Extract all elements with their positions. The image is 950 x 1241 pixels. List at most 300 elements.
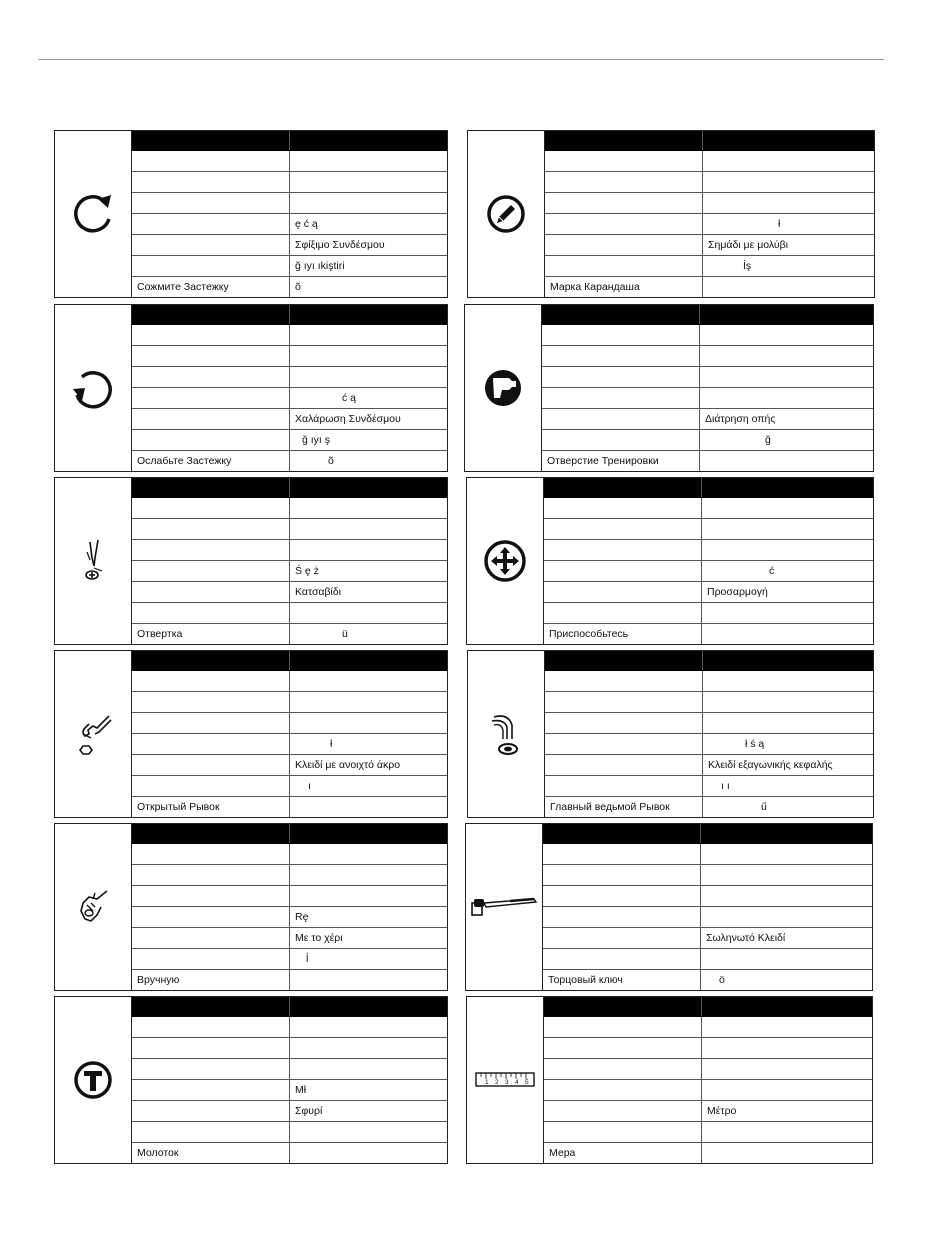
table-cell-label: [132, 603, 290, 624]
table-row: [545, 713, 873, 734]
table-cell-value: [703, 671, 874, 692]
table-cell-label: [543, 949, 701, 970]
table-cell-value: [701, 824, 873, 844]
tool-card-drill: [464, 304, 874, 472]
table-row: [542, 367, 873, 388]
table-row: [544, 1143, 872, 1164]
table-cell-label: [545, 713, 703, 734]
table-cell-label: [132, 692, 290, 713]
table-cell-label: [544, 1059, 702, 1080]
table-cell-value: [290, 1017, 448, 1038]
table-row: [132, 235, 447, 256]
open-end-wrench-icon: [55, 651, 132, 817]
table-header-row: [543, 824, 872, 844]
table-cell-value: [703, 692, 874, 713]
table-row: [544, 582, 873, 603]
table-cell-value: [702, 478, 874, 498]
table-cell-label: [543, 928, 701, 949]
table-cell-label: [132, 172, 290, 193]
table-row: [132, 713, 447, 734]
table-cell-value: [701, 844, 873, 865]
table-cell-value: [703, 151, 875, 172]
table-cell-label: [132, 755, 290, 776]
table-cell-value: [290, 519, 448, 540]
table-cell-value: Κλειδί με ανοιχτό άκρο: [290, 755, 448, 776]
table-row: [545, 172, 874, 193]
table-cell-label: [132, 1017, 290, 1038]
tool-table: [544, 997, 872, 1163]
table-cell-value: Με το χέρι: [290, 928, 448, 949]
table-row: [132, 1122, 447, 1143]
table-cell-label: [544, 540, 702, 561]
table-cell-label: [132, 886, 290, 907]
table-row: [544, 1122, 872, 1143]
table-row: [542, 430, 873, 451]
table-cell-value: ĺ: [290, 949, 448, 970]
table-header-row: [132, 131, 447, 151]
table-cell-label: [132, 1059, 290, 1080]
table-cell-label: [132, 734, 290, 755]
table-row: [544, 540, 873, 561]
table-cell-value: Σφυρί: [290, 1101, 448, 1122]
table-cell-label: [132, 193, 290, 214]
table-row: [542, 451, 873, 472]
table-row: [545, 256, 874, 277]
tool-card-screwdriver: [54, 477, 448, 645]
table-row: [132, 561, 447, 582]
table-cell-value: [290, 346, 448, 367]
table-row: [132, 755, 447, 776]
table-header-row: [132, 824, 447, 844]
table-cell-value: [290, 1038, 448, 1059]
table-row: [132, 844, 447, 865]
table-row: [543, 928, 872, 949]
table-row: [132, 970, 447, 991]
table-cell-label: [542, 305, 700, 325]
table-cell-value: Διάτρηση οπής: [700, 409, 874, 430]
table-row: [543, 844, 872, 865]
table-row: [132, 776, 447, 797]
table-cell-label: [132, 367, 290, 388]
table-cell-label: [542, 367, 700, 388]
table-cell-value: [703, 193, 875, 214]
tool-table: [132, 478, 447, 644]
table-cell-label: [132, 561, 290, 582]
table-cell-value: Σφίξιμο Συνδέσμου: [290, 235, 448, 256]
ruler-number: 3: [505, 1079, 509, 1086]
top-rule: [38, 59, 884, 60]
table-header-row: [132, 478, 447, 498]
table-cell-value: ę ć ą: [290, 214, 448, 235]
table-header-row: [542, 305, 873, 325]
ruler-number: 5: [525, 1079, 529, 1086]
hammer-icon: [55, 997, 132, 1163]
table-cell-label: Отверстие Тренировки: [542, 451, 700, 472]
table-cell-label: [132, 582, 290, 603]
table-cell-label: Молоток: [132, 1143, 290, 1164]
table-cell-value: [290, 603, 448, 624]
table-row: [544, 1080, 872, 1101]
table-row: [544, 1059, 872, 1080]
table-cell-value: [702, 1080, 873, 1101]
table-cell-label: [132, 928, 290, 949]
table-cell-label: [544, 1101, 702, 1122]
by-hand-icon: [55, 824, 132, 990]
table-row: [132, 1059, 447, 1080]
tool-card-socket-wrench: [465, 823, 873, 991]
table-row: [132, 671, 447, 692]
table-row: [132, 388, 447, 409]
table-row: [543, 907, 872, 928]
table-cell-value: [702, 498, 874, 519]
tool-table: [132, 131, 447, 297]
table-row: [542, 409, 873, 430]
table-cell-value: Προσαρμογή: [702, 582, 874, 603]
table-header-row: [132, 651, 447, 671]
table-row: [544, 1038, 872, 1059]
table-cell-value: [290, 478, 448, 498]
table-row: [543, 970, 872, 991]
ruler-number: 1: [485, 1079, 489, 1086]
table-cell-value: [703, 277, 875, 298]
table-row: [544, 498, 873, 519]
table-cell-label: [544, 478, 702, 498]
table-row: [132, 797, 447, 818]
table-row: [544, 624, 873, 645]
table-cell-label: [132, 131, 290, 151]
table-cell-label: [132, 1038, 290, 1059]
table-cell-label: [545, 651, 703, 671]
table-cell-value: [700, 451, 874, 472]
table-cell-value: Κλειδί εξαγωνικής κεφαλής: [703, 755, 874, 776]
table-row: [132, 692, 447, 713]
table-cell-label: [132, 949, 290, 970]
tool-card-by-hand: [54, 823, 448, 991]
table-cell-value: [290, 692, 448, 713]
table-cell-value: [290, 970, 448, 991]
table-cell-value: [290, 1122, 448, 1143]
table-header-row: [544, 478, 873, 498]
table-cell-value: ğ ıyı ş: [290, 430, 448, 451]
table-row: [132, 865, 447, 886]
table-row: [132, 451, 447, 472]
table-cell-label: [542, 430, 700, 451]
table-cell-value: [703, 131, 875, 151]
table-cell-label: [132, 865, 290, 886]
table-cell-value: ğ ıyı ıkiştiri: [290, 256, 448, 277]
table-cell-value: ı ı: [703, 776, 874, 797]
table-header-row: [544, 997, 872, 1017]
table-cell-value: Rę: [290, 907, 448, 928]
ruler-number: 2: [495, 1079, 499, 1086]
table-cell-label: [132, 214, 290, 235]
table-cell-label: [544, 1017, 702, 1038]
table-row: [545, 671, 873, 692]
hex-key-icon: [468, 651, 545, 817]
table-cell-value: õ: [295, 280, 301, 293]
table-cell-label: [545, 172, 703, 193]
table-cell-value: [290, 325, 448, 346]
table-row: [132, 409, 447, 430]
table-cell-label: [545, 193, 703, 214]
table-cell-label: Марка Карандаша: [545, 277, 703, 298]
table-row: [132, 949, 447, 970]
table-cell-value: [290, 797, 448, 818]
table-row: [545, 776, 873, 797]
table-cell-value: [702, 1122, 873, 1143]
table-cell-label: [132, 305, 290, 325]
table-cell-value: [290, 1059, 448, 1080]
table-row: [545, 692, 873, 713]
table-cell-value: [700, 388, 874, 409]
table-row: [543, 886, 872, 907]
table-row: [132, 430, 447, 451]
table-cell-label: [132, 430, 290, 451]
tool-card-pencil-mark: [467, 130, 875, 298]
table-cell-value: [290, 865, 448, 886]
table-row: [132, 928, 447, 949]
table-cell-label: [132, 997, 290, 1017]
table-row: [544, 519, 873, 540]
table-row: [132, 1038, 447, 1059]
table-cell-value: [702, 624, 874, 645]
table-header-row: [545, 131, 874, 151]
table-row: [545, 214, 874, 235]
table-row: [132, 582, 447, 603]
table-cell-label: [544, 561, 702, 582]
table-cell-value: [700, 325, 874, 346]
table-cell-label: Отвертка: [132, 624, 290, 645]
tool-card-tighten: [54, 130, 448, 298]
table-cell-value: ğ: [700, 430, 874, 451]
table-cell-label: [132, 651, 290, 671]
table-cell-value: [290, 886, 448, 907]
tool-table: [132, 651, 447, 817]
table-cell-label: [132, 1080, 290, 1101]
tool-card-open-end-wrench: [54, 650, 448, 818]
table-cell-label: [543, 907, 701, 928]
tighten-fastener-icon: [55, 131, 132, 297]
drill-hole-icon: [465, 305, 542, 471]
table-row: [542, 325, 873, 346]
ruler-number: 4: [515, 1079, 519, 1086]
table-cell-value: [290, 997, 448, 1017]
table-cell-value: [290, 844, 448, 865]
table-cell-label: [545, 131, 703, 151]
tool-table: [132, 305, 447, 471]
pencil-mark-icon: [468, 131, 545, 297]
table-cell-label: Торцовый ключ: [543, 970, 701, 991]
table-row: [545, 151, 874, 172]
table-cell-value: [290, 498, 448, 519]
table-cell-value: ł ś ą: [703, 734, 874, 755]
table-cell-label: [544, 498, 702, 519]
table-cell-label: [544, 519, 702, 540]
table-row: [545, 734, 873, 755]
table-cell-label: [545, 235, 703, 256]
table-cell-value: [290, 713, 448, 734]
table-cell-value: Ś ę ż: [290, 561, 448, 582]
table-cell-label: [132, 671, 290, 692]
table-cell-label: [132, 1101, 290, 1122]
table-cell-label: [132, 235, 290, 256]
table-cell-value: [290, 671, 448, 692]
table-cell-value: Σημάδι με μολύβι: [703, 235, 875, 256]
screwdriver-icon: [55, 478, 132, 644]
table-cell-label: [132, 540, 290, 561]
table-row: [543, 949, 872, 970]
table-cell-label: [542, 409, 700, 430]
table-row: [132, 886, 447, 907]
table-row: [542, 388, 873, 409]
table-cell-value: [290, 193, 448, 214]
loosen-fastener-icon: [55, 305, 132, 471]
table-cell-value: [701, 907, 873, 928]
table-cell-value: İş: [703, 256, 875, 277]
table-cell-label: [132, 844, 290, 865]
tool-card-measure: [466, 996, 873, 1164]
tool-card-hammer: [54, 996, 448, 1164]
table-row: [132, 540, 447, 561]
table-row: [132, 498, 447, 519]
table-cell-value: Χαλάρωση Συνδέσμου: [290, 409, 448, 430]
tool-table: [132, 997, 447, 1163]
table-cell-label: [132, 151, 290, 172]
table-cell-value: [701, 949, 873, 970]
table-cell-label: [544, 1080, 702, 1101]
table-cell-value: [290, 305, 448, 325]
table-row: [544, 1017, 872, 1038]
tool-table: [132, 824, 447, 990]
table-cell-value: ü: [342, 627, 348, 640]
table-cell-value: ł: [290, 734, 448, 755]
table-row: [132, 172, 447, 193]
table-cell-value: [290, 131, 448, 151]
table-cell-label: [132, 713, 290, 734]
table-cell-label: [544, 997, 702, 1017]
table-cell-value: [290, 172, 448, 193]
table-cell-label: [543, 844, 701, 865]
table-cell-label: [545, 214, 703, 235]
table-cell-label: [132, 519, 290, 540]
table-cell-label: [542, 325, 700, 346]
table-cell-label: [542, 346, 700, 367]
table-cell-value: [290, 824, 448, 844]
table-cell-value: Σωληνωτό Κλειδί: [701, 928, 873, 949]
table-cell-value: [290, 651, 448, 671]
table-cell-value: ł: [703, 214, 875, 235]
table-cell-value: [290, 151, 448, 172]
table-cell-value: [703, 651, 874, 671]
table-header-row: [132, 305, 447, 325]
table-cell-label: [545, 776, 703, 797]
table-cell-label: Открытый Рывок: [132, 797, 290, 818]
table-cell-label: [544, 1122, 702, 1143]
table-cell-label: [544, 603, 702, 624]
table-row: [132, 256, 447, 277]
tool-table: [545, 651, 873, 817]
tool-card-loosen: [54, 304, 448, 472]
table-cell-label: Приспособьтесь: [544, 624, 702, 645]
table-cell-label: [132, 498, 290, 519]
table-row: [132, 346, 447, 367]
table-cell-value: [701, 865, 873, 886]
table-cell-label: [543, 824, 701, 844]
table-row: [543, 865, 872, 886]
table-cell-value: [702, 1017, 873, 1038]
table-row: [132, 624, 447, 645]
table-row: [545, 797, 873, 818]
table-cell-label: Ослабьте Застежку: [132, 451, 290, 472]
table-cell-value: ć: [702, 561, 874, 582]
table-cell-label: [132, 388, 290, 409]
table-cell-value: [702, 1059, 873, 1080]
table-cell-value: ű: [761, 800, 767, 813]
table-row: [132, 214, 447, 235]
table-cell-label: [132, 478, 290, 498]
tool-table: [544, 478, 873, 644]
table-cell-label: [545, 734, 703, 755]
table-cell-label: [545, 692, 703, 713]
table-header-row: [132, 997, 447, 1017]
table-cell-label: [544, 1038, 702, 1059]
adjust-icon: [467, 478, 544, 644]
table-row: [132, 367, 447, 388]
table-row: [545, 755, 873, 776]
table-row: [132, 1101, 447, 1122]
table-cell-label: [545, 256, 703, 277]
table-cell-label: Сожмите Застежку: [132, 277, 290, 298]
table-cell-label: [542, 388, 700, 409]
table-cell-value: [702, 1143, 873, 1164]
ruler-measure-icon: [467, 997, 544, 1163]
table-row: [545, 277, 874, 298]
table-cell-label: [545, 755, 703, 776]
table-row: [132, 325, 447, 346]
table-cell-value: Μέτρο: [702, 1101, 873, 1122]
table-cell-value: [700, 367, 874, 388]
table-cell-value: õ: [328, 454, 334, 467]
table-cell-value: [290, 1143, 448, 1164]
table-cell-label: [545, 671, 703, 692]
table-cell-value: [290, 367, 448, 388]
socket-wrench-icon: [466, 824, 543, 990]
table-row: [545, 193, 874, 214]
table-cell-label: [132, 907, 290, 928]
table-cell-value: ı: [290, 776, 448, 797]
table-cell-value: [702, 519, 874, 540]
table-row: [132, 734, 447, 755]
table-row: [132, 151, 447, 172]
table-row: [132, 519, 447, 540]
tool-table: [545, 131, 874, 297]
tool-table: [542, 305, 873, 471]
table-cell-value: [700, 305, 874, 325]
table-row: [132, 907, 447, 928]
table-cell-label: [132, 409, 290, 430]
table-cell-value: [290, 540, 448, 561]
table-cell-label: Главный ведьмой Рывок: [545, 797, 703, 818]
table-cell-label: [132, 776, 290, 797]
table-cell-label: Мера: [544, 1143, 702, 1164]
table-cell-value: ć ą: [290, 388, 448, 409]
table-cell-label: [132, 325, 290, 346]
tool-table: [543, 824, 872, 990]
table-row: [542, 346, 873, 367]
table-cell-label: [543, 886, 701, 907]
table-cell-value: [703, 713, 874, 734]
table-row: [132, 1143, 447, 1164]
